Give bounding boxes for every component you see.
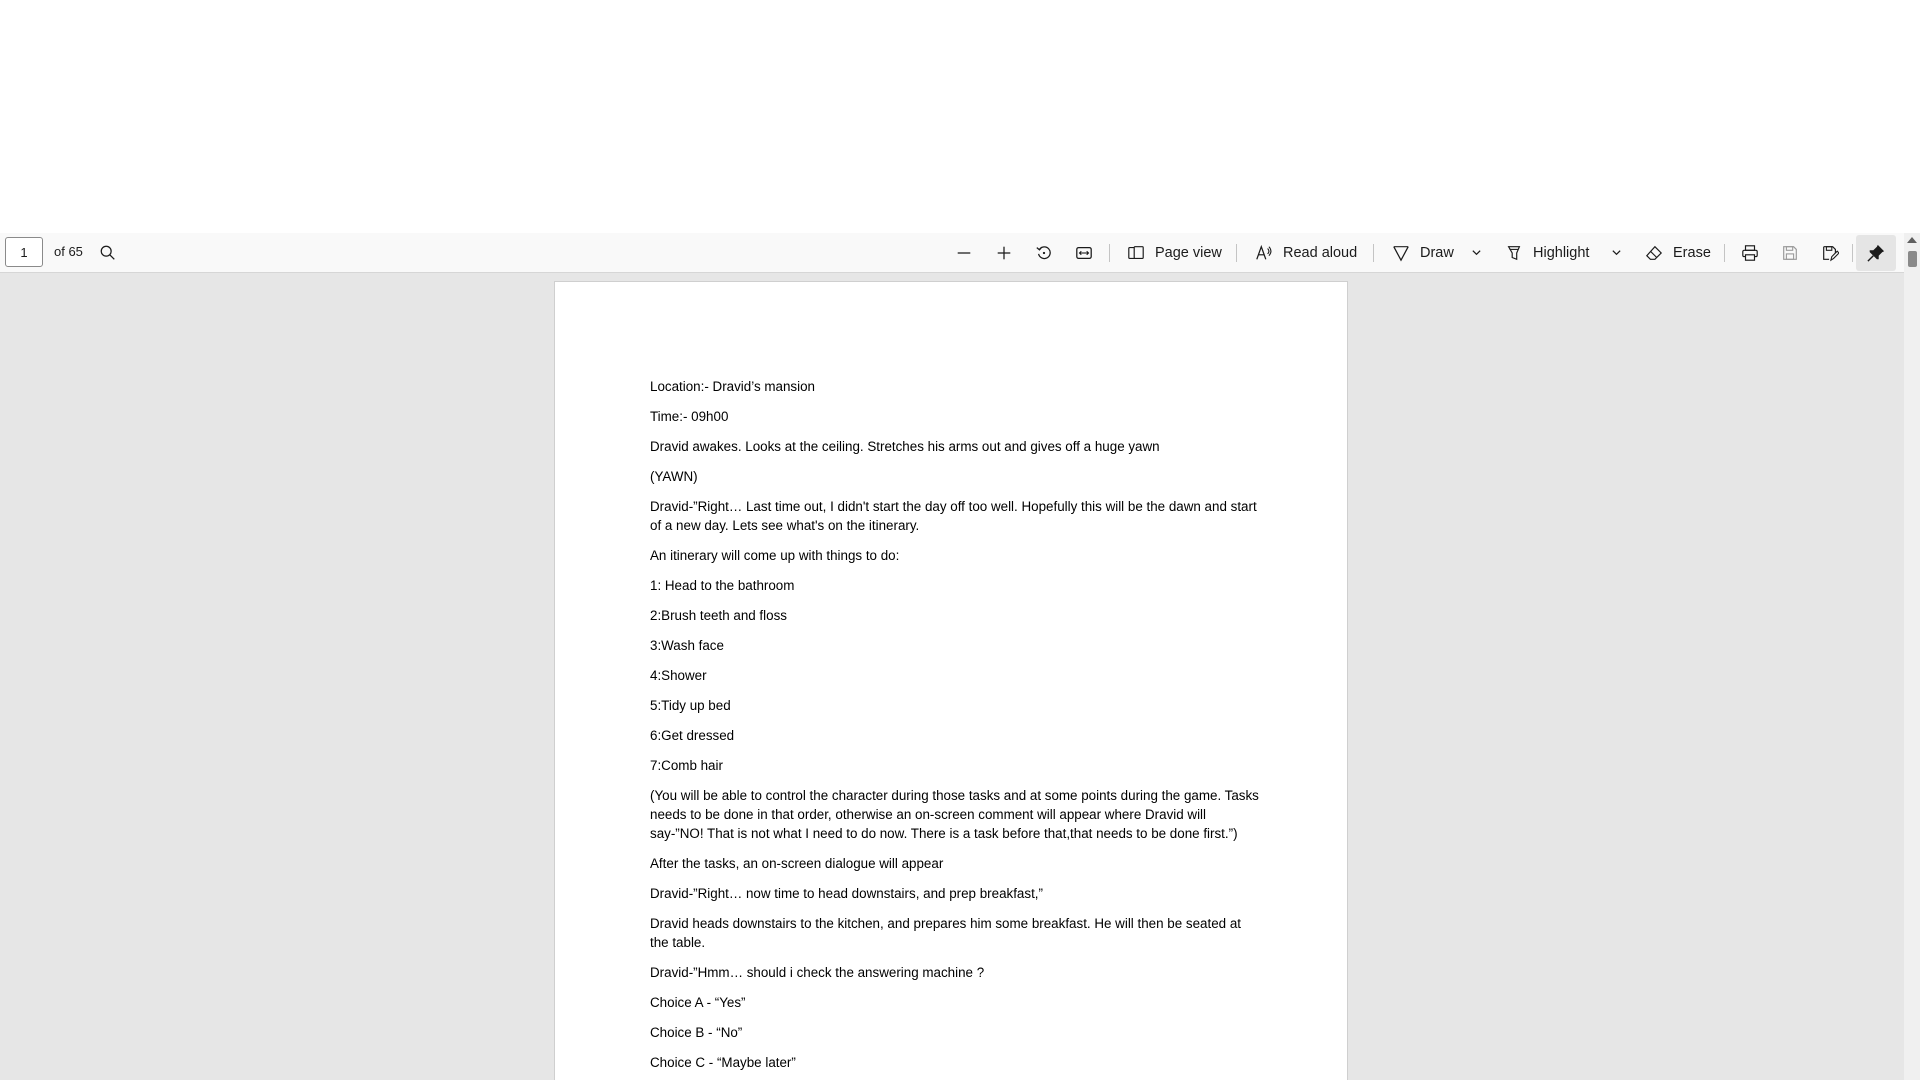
paragraph: (YAWN) <box>650 469 698 484</box>
paragraph: 3:Wash face <box>650 638 724 653</box>
document-viewer[interactable] <box>0 273 1904 1080</box>
page-view-icon <box>1127 244 1145 262</box>
page-content <box>650 377 1260 1080</box>
document-page <box>554 281 1348 1080</box>
fit-width-icon[interactable] <box>1072 241 1096 265</box>
read-aloud-button[interactable] <box>1255 239 1357 267</box>
zoom-in-icon[interactable] <box>992 241 1016 265</box>
paragraph: An itinerary will come up with things to do: <box>650 548 900 563</box>
paragraph: Choice C - “Maybe later” <box>650 1055 796 1070</box>
print-icon[interactable] <box>1738 241 1762 265</box>
paragraph: 7:Comb hair <box>650 758 723 773</box>
save-icon[interactable] <box>1778 241 1802 265</box>
paragraph: Dravid-”Right… Last time out, I didn't start the day off too well. Hopefully this will be the dawn and start of a new day. Lets see what's on the itinerary. <box>650 499 1257 533</box>
draw-label: Draw <box>1420 245 1454 261</box>
page-total-label: of 65 <box>54 244 83 259</box>
search-icon[interactable] <box>96 241 120 265</box>
paragraph: Choice A - “Yes” <box>650 995 746 1010</box>
read-aloud-icon <box>1255 244 1273 262</box>
paragraph: 6:Get dressed <box>650 728 735 743</box>
pin-toolbar-button[interactable] <box>1856 235 1896 271</box>
pin-icon <box>1867 244 1885 262</box>
paragraph: Choice B - “No” <box>650 1025 743 1040</box>
draw-icon <box>1392 244 1410 262</box>
paragraph: Dravid heads downstairs to the kitchen, and prepares him some breakfast. He will then be seated at the table. <box>650 916 1241 950</box>
toolbar-divider <box>1724 244 1725 262</box>
paragraph: 2:Brush teeth and floss <box>650 608 787 623</box>
draw-options-chevron-icon[interactable] <box>1466 242 1486 262</box>
paragraph: (You will be able to control the character during those tasks and at some points during the game. Tasks needs to be done in that order, otherwise an on-screen comment will appear where Dravid will say-”NO! That is not what I need to do now. There is a task before that,that needs to be done first.”) <box>650 788 1259 841</box>
erase-button[interactable] <box>1645 239 1711 267</box>
scroll-thumb[interactable] <box>1908 251 1917 267</box>
toolbar-divider <box>1109 244 1110 262</box>
highlight-label: Highlight <box>1533 245 1590 261</box>
paragraph: 1: Head to the bathroom <box>650 578 795 593</box>
vertical-scrollbar[interactable] <box>1904 233 1920 1080</box>
paragraph: 4:Shower <box>650 668 707 683</box>
scroll-up-arrow-icon[interactable] <box>1907 237 1917 243</box>
paragraph: Dravid awakes. Looks at the ceiling. Stretches his arms out and gives off a huge yawn <box>650 439 1160 454</box>
paragraph: After the tasks, an on-screen dialogue will appear <box>650 856 944 871</box>
page-view-label: Page view <box>1155 245 1222 261</box>
paragraph: Dravid-”Right… now time to head downstairs, and prep breakfast,” <box>650 886 1043 901</box>
paragraph: Location:- Dravid’s mansion <box>650 379 815 394</box>
toolbar-divider <box>1852 244 1853 262</box>
paragraph: 5:Tidy up bed <box>650 698 731 713</box>
highlight-button[interactable] <box>1505 239 1589 267</box>
highlight-options-chevron-icon[interactable] <box>1606 242 1626 262</box>
page-view-button[interactable] <box>1127 239 1222 267</box>
blank-area <box>0 0 1920 233</box>
zoom-out-icon[interactable] <box>952 241 976 265</box>
read-aloud-label: Read aloud <box>1283 245 1358 261</box>
highlight-icon <box>1505 244 1523 262</box>
erase-icon <box>1645 244 1663 262</box>
rotate-icon[interactable] <box>1032 241 1056 265</box>
paragraph: Time:- 09h00 <box>650 409 729 424</box>
erase-label: Erase <box>1673 245 1711 261</box>
page-number-input[interactable] <box>5 237 43 267</box>
draw-button[interactable] <box>1392 239 1454 267</box>
paragraph: Dravid-”Hmm… should i check the answering machine ? <box>650 965 985 980</box>
pdf-toolbar <box>0 233 1920 273</box>
toolbar-divider <box>1373 244 1374 262</box>
toolbar-divider <box>1236 244 1237 262</box>
save-as-icon[interactable] <box>1818 241 1842 265</box>
